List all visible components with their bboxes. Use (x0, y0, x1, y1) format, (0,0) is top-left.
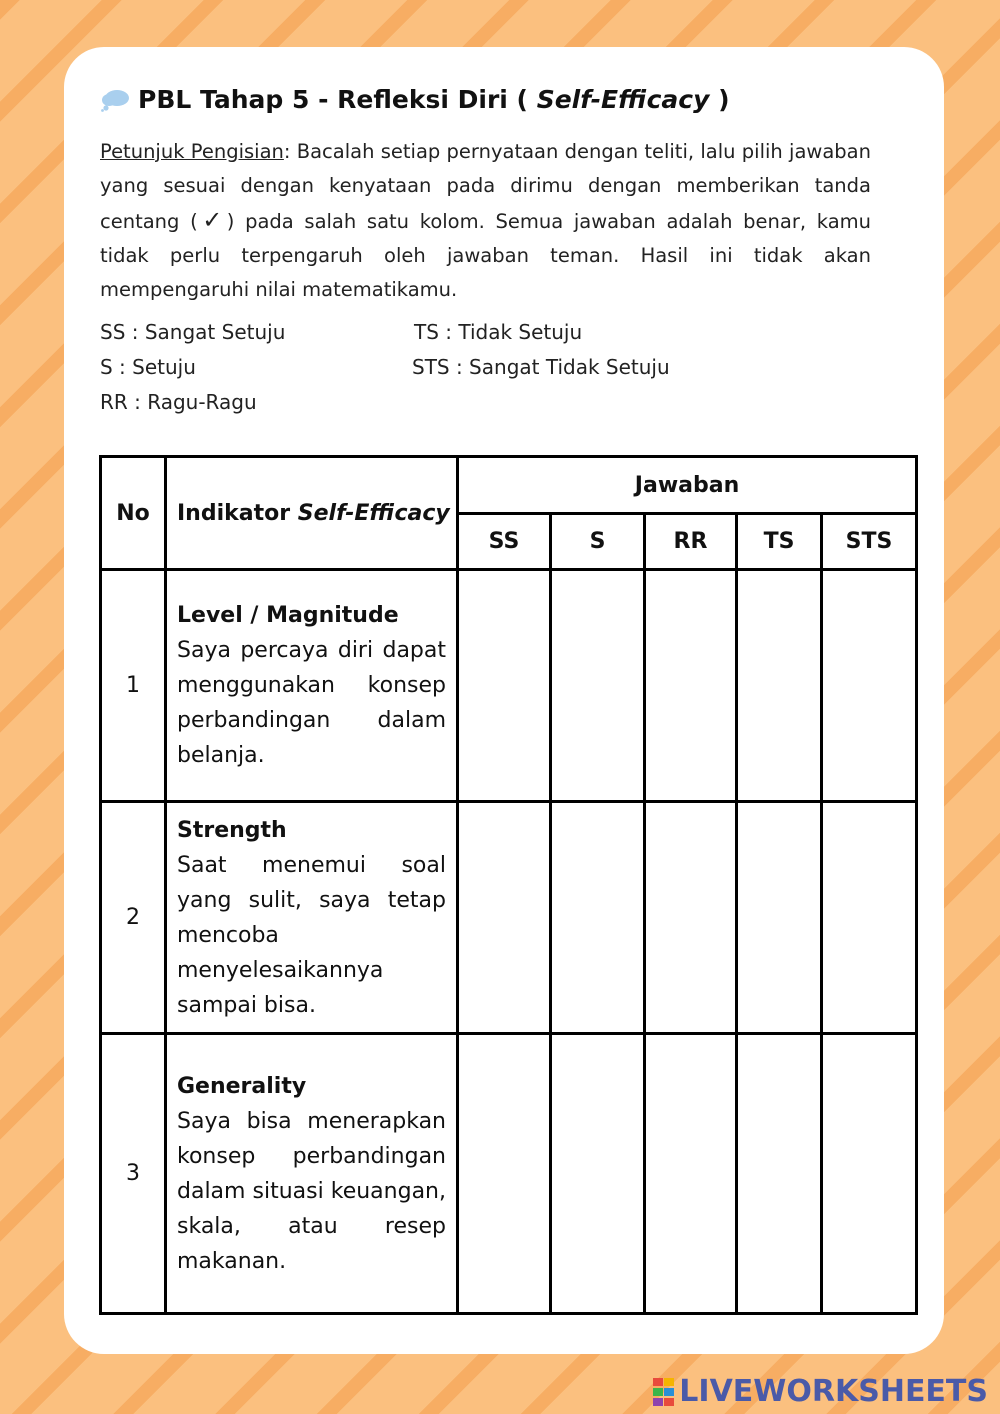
page-title (100, 85, 730, 114)
legend-rr: RR : Ragu-Ragu (100, 390, 257, 414)
col-answer-header: Jawaban (458, 457, 917, 514)
answer-cell-s[interactable] (551, 1034, 645, 1314)
liveworksheets-brand[interactable] (653, 1374, 988, 1409)
instructions-label: Petunjuk Pengisian (100, 140, 284, 163)
answer-cell-s[interactable] (551, 570, 645, 802)
indicator-statement: Saya percaya diri dapat menggunakan konsep perbandingan dalam belanja. (177, 638, 446, 768)
col-no-header: No (101, 457, 166, 570)
row-number: 1 (101, 570, 166, 802)
table-row (101, 570, 917, 802)
indicator-heading: Generality (177, 1073, 307, 1099)
answer-col-s: S (551, 514, 645, 570)
row-number: 2 (101, 802, 166, 1034)
indicator-heading: Level / Magnitude (177, 603, 399, 628)
col-indicator-italic: Self-Efficacy (297, 500, 450, 526)
answer-cell-rr[interactable] (645, 570, 737, 802)
title-suffix: ) (718, 85, 730, 114)
legend-s: S : Setuju (100, 355, 196, 379)
col-indicator-header (166, 457, 458, 570)
col-indicator-prefix: Indikator (177, 500, 298, 526)
answer-cell-ss[interactable] (458, 1034, 551, 1314)
answer-cell-ts[interactable] (737, 570, 822, 802)
indicator-cell (166, 802, 458, 1034)
table-row (101, 1034, 917, 1314)
answer-cell-ss[interactable] (458, 570, 551, 802)
indicator-cell (166, 570, 458, 802)
header-row-1 (101, 457, 917, 514)
answer-col-ss: SS (458, 514, 551, 570)
table-row (101, 802, 917, 1034)
answer-cell-sts[interactable] (822, 1034, 917, 1314)
answer-col-sts: STS (822, 514, 917, 570)
indicator-cell (166, 1034, 458, 1314)
title-italic: Self-Efficacy (536, 85, 710, 114)
brand-text: LIVEWORKSHEETS (679, 1374, 988, 1409)
row-number: 3 (101, 1034, 166, 1314)
indicator-heading: Strength (177, 817, 287, 843)
answer-cell-sts[interactable] (822, 802, 917, 1034)
instructions-text-1: : Bacalah setiap pernyataan dengan teliti, lalu pilih jawaban yang sesuai dengan kenyataan pada dirimu dengan memberikan tanda centang ( (100, 140, 871, 233)
instructions (100, 135, 871, 307)
indicator-statement: Saya bisa menerapkan konsep perbandingan dalam situasi keuangan, skala, atau resep makanan. (177, 1108, 446, 1274)
answer-cell-rr[interactable] (645, 802, 737, 1034)
answer-cell-rr[interactable] (645, 1034, 737, 1314)
answer-cell-ts[interactable] (737, 802, 822, 1034)
thought-bubble-icon (100, 88, 130, 112)
title-prefix: PBL Tahap 5 - Refleksi Diri ( (138, 85, 528, 114)
legend-ss: SS : Sangat Setuju (100, 320, 286, 344)
liveworksheets-logo-icon (653, 1378, 675, 1406)
legend-ts: TS : Tidak Setuju (414, 320, 583, 344)
worksheet-card (64, 47, 944, 1354)
legend-sts: STS : Sangat Tidak Setuju (412, 355, 670, 379)
instructions-text-2: ) pada salah satu kolom. Semua jawaban adalah benar, kamu tidak perlu terpengaruh oleh jawaban teman. Hasil ini tidak akan mempengaruhi nilai matematikamu. (100, 210, 871, 301)
answer-cell-ss[interactable] (458, 802, 551, 1034)
answer-col-ts: TS (737, 514, 822, 570)
self-efficacy-table (99, 455, 918, 1315)
indicator-statement: Saat menemui soal yang sulit, saya tetap mencoba menyelesaikannya sampai bisa. (177, 852, 446, 1018)
answer-col-rr: RR (645, 514, 737, 570)
answer-cell-ts[interactable] (737, 1034, 822, 1314)
answer-cell-s[interactable] (551, 802, 645, 1034)
checkmark-icon: ✓ (197, 206, 227, 234)
answer-cell-sts[interactable] (822, 570, 917, 802)
